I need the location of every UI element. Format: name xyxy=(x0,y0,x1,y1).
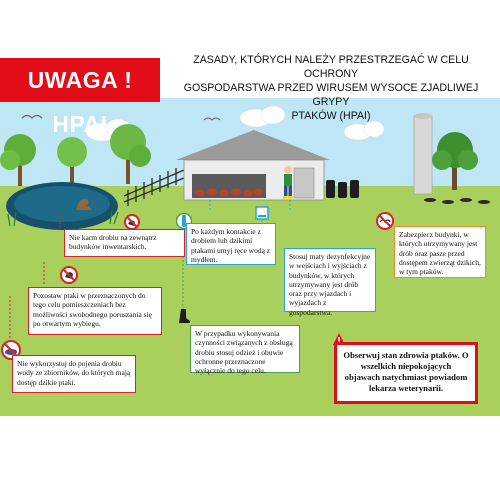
no-free-range-icon xyxy=(60,266,78,284)
note-no-wild-water: Nie wykorzystuj do pojenia drobiu wody ze zbiorników, do których mają dostęp dzikie ptaki. xyxy=(12,355,136,393)
no-wild-birds-icon xyxy=(376,212,394,230)
alert-banner: UWAGA ! HPAI xyxy=(0,58,160,102)
feed-sacks xyxy=(326,180,359,198)
title-line-2: GOSPODARSTWA PRZED WIRUSEM WYSOCE ZJADLIWEJ GRYPY xyxy=(183,82,479,108)
title-line-1: ZASADY, KTÓRYCH NALEŻY PRZESTRZEGAĆ W CELU OCHRONY xyxy=(193,54,469,80)
note-wash-hands: Po każdym kontakcie z drobiem lub dzikimi ptakami umyj ręce wodą z mydłem. xyxy=(186,223,276,265)
protective-boots-icon xyxy=(177,308,191,324)
page-title xyxy=(172,53,490,123)
note-disinfection-mats: Stosuj maty dezynfekcyjne w wejściach i wyjściach z budynków, w których utrzymywany jest drób oraz przy wjazdach i wyjazdach z gospodarstwa. xyxy=(284,248,376,312)
note-feed-outside: Nie karm drobiu na zewnątrz budynków inwentarskich. xyxy=(64,229,185,257)
pond xyxy=(6,182,118,230)
title-line-3: PTAKÓW (HPAI) xyxy=(291,110,371,122)
note-secure-buildings: Zabezpiecz budynki, w których utrzymywany jest drób oraz pasze przed dostępem zwierząt dzikich, w tym ptaków. xyxy=(394,226,486,278)
note-observe-health: Obserwuj stan zdrowia ptaków. O wszelkich niepokojących objawach natychmiast powiadom lekarza weterynarii. xyxy=(334,342,478,404)
no-feeding-icon xyxy=(124,214,140,230)
silo xyxy=(414,113,432,194)
note-keep-inside: Pozostaw ptaki w przeznaczonych do tego celu pomieszczeniach bez możliwości swobodnego poruszania się po otwartym wybiegu. xyxy=(28,287,162,335)
note-protective-clothing: W przypadku wykonywania czynności związanych z obsługą drobiu stosuj odzież i obuwie ochronne przeznaczone wyłącznie do tego celu. xyxy=(190,325,300,373)
disinfection-mat-icon xyxy=(255,206,269,220)
